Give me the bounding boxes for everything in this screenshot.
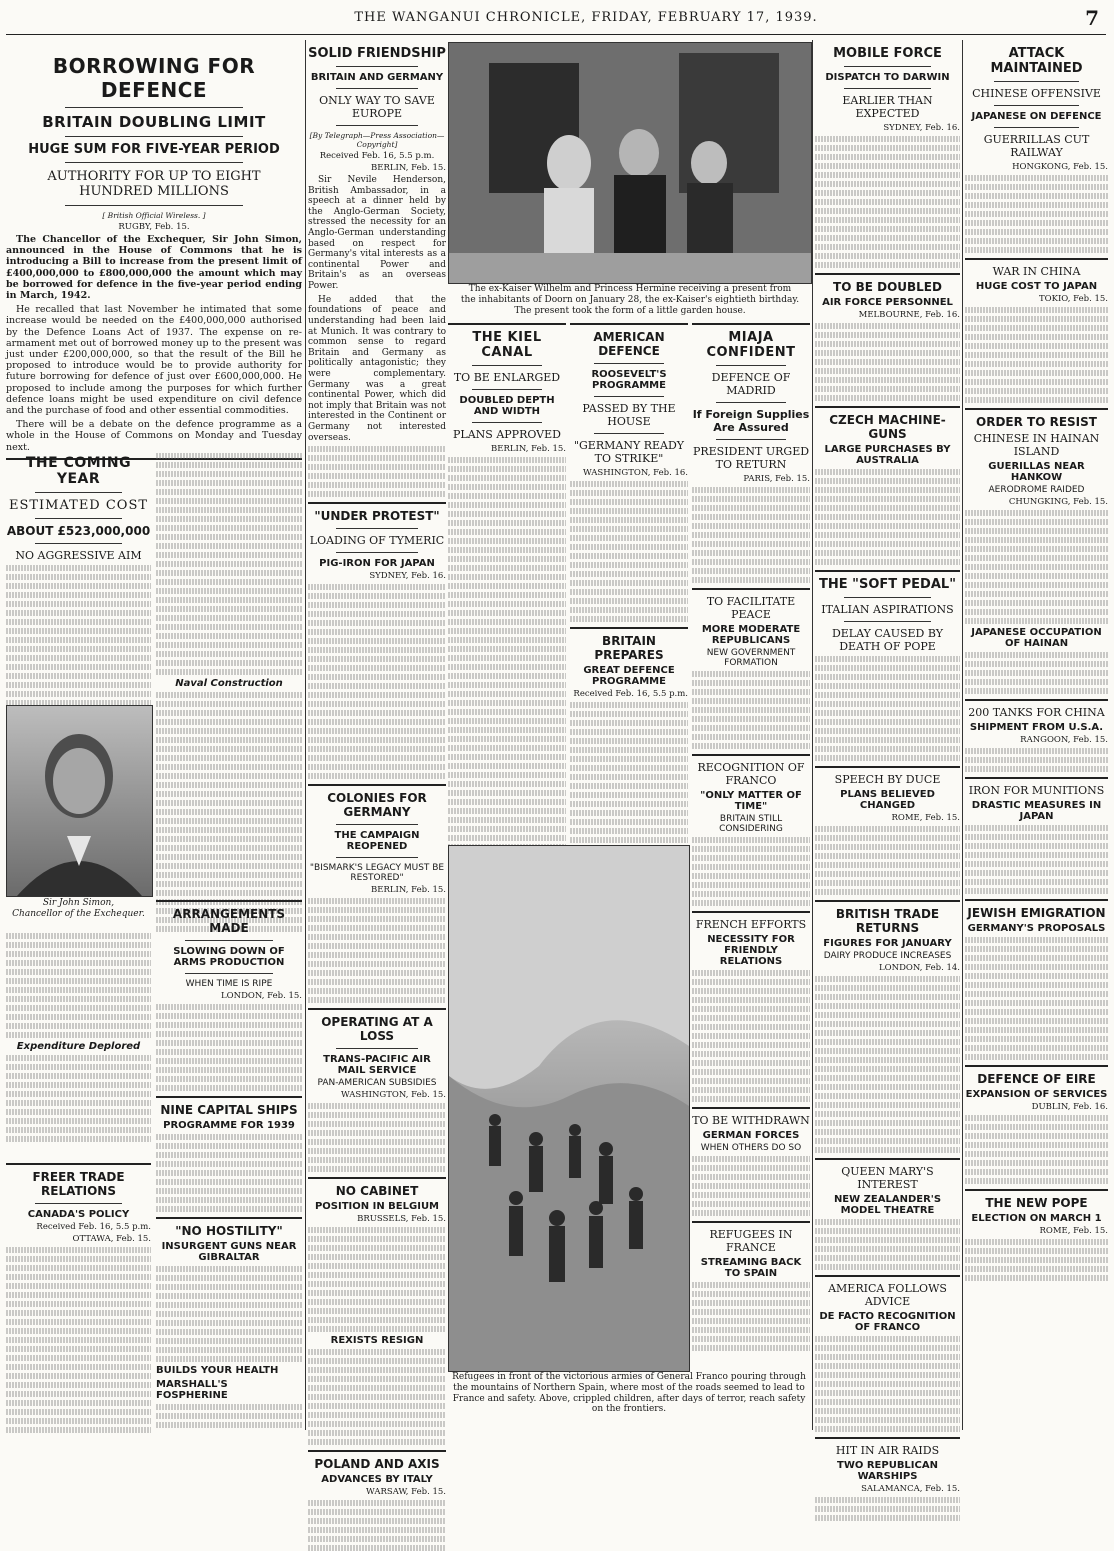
portrait-caption bbox=[6, 898, 151, 920]
heading-recognition: RECOGNITION OF FRANCO bbox=[697, 761, 805, 787]
column-miaja bbox=[692, 318, 810, 1428]
arrangements-block bbox=[156, 895, 302, 1431]
coming-year-continued bbox=[156, 450, 302, 935]
heading-hit-air-raids: HIT IN AIR RAIDS bbox=[835, 1444, 940, 1457]
refugees-photo-caption: Refugees in front of the victorious armies of General Franco pouring through the mountains of Northern Spain, where most of the roads seemed to lead to France and safety. Above, crippled children, after days of terror, reach safety on the frontiers. bbox=[452, 1372, 806, 1415]
dateline: WARSAW, Feb. 15. bbox=[366, 1487, 446, 1498]
heading-kiel: THE KIEL CANAL bbox=[472, 330, 542, 360]
sub-huge-cost: HUGE COST TO JAPAN bbox=[975, 281, 1098, 292]
sub-germany-proposals: GERMANY'S PROPOSALS bbox=[967, 923, 1106, 934]
heading-britain-prepares: BRITAIN PREPARES bbox=[594, 634, 664, 662]
freer-trade-block bbox=[6, 1158, 151, 1436]
solid-body bbox=[308, 175, 446, 443]
heading-freer-trade: FREER TRADE RELATIONS bbox=[32, 1170, 125, 1198]
dateline: BRUSSELS, Feb. 15. bbox=[357, 1214, 446, 1225]
heading-solid-friendship: SOLID FRIENDSHIP bbox=[308, 46, 446, 61]
column-attack bbox=[965, 40, 1108, 1430]
column-mobile-force bbox=[815, 40, 960, 1494]
dateline: HONGKONG, Feb. 15. bbox=[1012, 162, 1108, 172]
sub-roosevelt: ROOSEVELT'S PROGRAMME bbox=[591, 369, 667, 391]
sub-two-warships: TWO REPUBLICAN WARSHIPS bbox=[837, 1460, 938, 1482]
kaiser-photo-caption: The ex-Kaiser Wilhelm and Princess Hermine receiving a present from the inhabitants of Doorn on January 28, the ex-Kaiser's eightieth birthday. The present took the form of a little garden house. bbox=[460, 284, 800, 316]
sub-estimated-cost: ESTIMATED COST bbox=[8, 498, 149, 513]
sub-programme-1939: PROGRAMME FOR 1939 bbox=[163, 1120, 295, 1131]
refugees-photo bbox=[448, 845, 690, 1372]
sub-pig-iron: PIG-IRON FOR JAPAN bbox=[319, 558, 435, 570]
sub-guerillas-hankow: GUERILLAS NEAR HANKOW bbox=[988, 461, 1085, 483]
masthead-title: THE WANGANUI CHRONICLE, FRIDAY, FEBRUARY 17, 1939. bbox=[354, 10, 818, 25]
sub-loading: LOADING OF TYMERIC bbox=[309, 534, 445, 548]
heading-nine-capital: NINE CAPITAL SHIPS bbox=[160, 1103, 298, 1117]
heading-soft-pedal: THE "SOFT PEDAL" bbox=[819, 577, 956, 592]
heading-colonies: COLONIES FOR GERMANY bbox=[327, 791, 427, 820]
solid-para: He added that the foundations of peace and understanding had been laid at Munich. It was contrary to common sense to regard Britain and Germany as politically antagonistic; they were complementary. Germany was a great continental Power, which did not imply that Britain was not interested in the Continent or Germany not interested overseas. bbox=[308, 294, 446, 443]
heading-french-efforts: FRENCH EFFORTS bbox=[695, 918, 807, 931]
sub-election: ELECTION ON MARCH 1 bbox=[971, 1213, 1102, 1224]
sub-panam: PAN-AMERICAN SUBSIDIES bbox=[317, 1078, 437, 1089]
ad-marshall: MARSHALL'S FOSPHERINE bbox=[156, 1379, 228, 1401]
heading-queen-mary: QUEEN MARY'S INTEREST bbox=[841, 1165, 934, 1191]
dateline: SYDNEY, Feb. 16. bbox=[883, 123, 960, 133]
col1-body-lower bbox=[6, 930, 151, 1145]
sub-enlarged: TO BE ENLARGED bbox=[453, 371, 561, 384]
dateline: WASHINGTON, Feb. 16. bbox=[582, 468, 688, 478]
heading-withdrawn: TO BE WITHDRAWN bbox=[692, 1114, 810, 1127]
sub-campaign: THE CAMPAIGN REOPENED bbox=[334, 830, 420, 853]
heading-czech: CZECH MACHINE-GUNS bbox=[829, 413, 946, 441]
column-rule bbox=[812, 40, 813, 1430]
sub-great-defence: GREAT DEFENCE PROGRAMME bbox=[583, 665, 675, 687]
dateline: LONDON, Feb. 14. bbox=[879, 963, 960, 973]
sub-de-facto: DE FACTO RECOGNITION OF FRANCO bbox=[819, 1311, 956, 1333]
dateline: OTTAWA, Feb. 15. bbox=[72, 1234, 151, 1244]
sub-insurgent-guns: INSURGENT GUNS NEAR GIBRALTAR bbox=[161, 1241, 297, 1263]
sub-streaming: STREAMING BACK TO SPAIN bbox=[700, 1257, 802, 1279]
sub-president-urged: PRESIDENT URGED TO RETURN bbox=[692, 445, 810, 471]
sub-passed: PASSED BY THE HOUSE bbox=[582, 402, 676, 428]
sub-expenditure: Expenditure Deplored bbox=[16, 1041, 141, 1052]
dateline: SYDNEY, Feb. 16. bbox=[369, 571, 446, 582]
coming-year-block bbox=[6, 455, 151, 736]
portrait-photo bbox=[6, 705, 153, 897]
dateline: PARIS, Feb. 15. bbox=[743, 474, 810, 484]
sub-rexists: REXISTS RESIGN bbox=[330, 1335, 424, 1347]
dateline: TOKIO, Feb. 15. bbox=[1038, 294, 1108, 304]
sub-large-purchases: LARGE PURCHASES BY AUSTRALIA bbox=[824, 444, 951, 466]
sub-aerodrome: AERODROME RAIDED bbox=[988, 485, 1085, 495]
sub-doubled: DOUBLED DEPTH AND WIDTH bbox=[459, 395, 555, 417]
heading-speech-duce: SPEECH BY DUCE bbox=[834, 773, 941, 786]
dateline: CHUNGKING, Feb. 15. bbox=[1008, 497, 1108, 507]
sub-japanese-defence: JAPANESE ON DEFENCE bbox=[971, 111, 1102, 122]
credit-line: [By Telegraph—Press Association—Copyright] bbox=[309, 131, 445, 149]
sub-about-amount: ABOUT £523,000,000 bbox=[6, 524, 151, 538]
sub-drastic: DRASTIC MEASURES IN JAPAN bbox=[971, 800, 1102, 822]
sub-bismarck: "BISMARK'S LEGACY MUST BE RESTORED" bbox=[309, 863, 445, 884]
sub-defence-madrid: DEFENCE OF MADRID bbox=[711, 371, 791, 397]
heading-refugees: REFUGEES IN FRANCE bbox=[709, 1228, 793, 1254]
sub-jap-occupation: JAPANESE OCCUPATION OF HAINAN bbox=[971, 627, 1102, 649]
heading-no-hostility: "NO HOSTILITY" bbox=[175, 1224, 283, 1238]
heading-miaja: MIAJA CONFIDENT bbox=[706, 330, 796, 360]
sub-earlier: EARLIER THAN EXPECTED bbox=[842, 94, 933, 120]
dateline: LONDON, Feb. 15. bbox=[221, 991, 302, 1001]
dateline: ROME, Feb. 15. bbox=[1039, 1226, 1108, 1236]
heading-coming-year: THE COMING YEAR bbox=[25, 455, 132, 487]
dateline: DUBLIN, Feb. 16. bbox=[1031, 1102, 1108, 1112]
dateline: RUGBY, Feb. 15. bbox=[118, 222, 190, 232]
heading-war-china: WAR IN CHINA bbox=[992, 265, 1081, 278]
sub-model-theatre: NEW ZEALANDER'S MODEL THEATRE bbox=[833, 1194, 942, 1216]
sub-shipment: SHIPMENT FROM U.S.A. bbox=[969, 722, 1104, 733]
sub-guerrillas-cut: GUERRILLAS CUT RAILWAY bbox=[983, 133, 1090, 159]
heading-to-be-doubled: TO BE DOUBLED bbox=[833, 280, 942, 294]
lead-column bbox=[6, 40, 302, 1430]
masthead bbox=[6, 4, 1106, 35]
sub-britain-germany: BRITAIN AND GERMANY bbox=[310, 72, 444, 83]
sub-only-matter: "ONLY MATTER OF TIME" bbox=[700, 790, 802, 812]
sub-hainan: CHINESE IN HAINAN ISLAND bbox=[973, 432, 1100, 458]
sub-when-others: WHEN OTHERS DO SO bbox=[700, 1143, 802, 1153]
sub-no-aggressive: NO AGGRESSIVE AIM bbox=[15, 549, 142, 562]
solid-para: Sir Nevile Henderson, British Ambassador, in a speech at a dinner held by the Anglo-German Society, stressed the necessity for an Anglo-German understanding based on respect for Germany's vital interests as a continental Power and Britain's as an overseas Power. bbox=[308, 175, 446, 292]
heading-mobile-force: MOBILE FORCE bbox=[833, 46, 942, 61]
dateline: RANGOON, Feb. 15. bbox=[1020, 735, 1108, 745]
sub-figures: FIGURES FOR JANUARY bbox=[823, 938, 952, 949]
sub-air-force: AIR FORCE PERSONNEL bbox=[822, 297, 953, 308]
sub-plans-approved: PLANS APPROVED bbox=[453, 428, 561, 441]
page-number: 7 bbox=[1085, 6, 1100, 30]
sub-slowing: SLOWING DOWN OF ARMS PRODUCTION bbox=[173, 946, 285, 968]
ad-builds-health: BUILDS YOUR HEALTH bbox=[156, 1365, 279, 1376]
kaiser-photo bbox=[448, 42, 812, 284]
sub-britain-still: BRITAIN STILL CONSIDERING bbox=[719, 814, 783, 834]
sub-only-way: ONLY WAY TO SAVE EUROPE bbox=[319, 94, 435, 120]
dateline: BERLIN, Feb. 15. bbox=[371, 163, 446, 173]
lead-para: He recalled that last November he intimated that some increase would be needed on the £400,000,000 authorised by the Defence Loans Act of 1937. The expense on re-armament met out of borrowed money up to the present was just under £200,000,000, so that the result of the Bill he proposed to introduce would be to provide authority for future borrowing for defence of just over £600,000,000. He proposed to include among the purposes for which further defence loans might be used expenditure on civil defence and the purchase of food and other essential commodities. bbox=[6, 304, 302, 417]
credit-line: [ British Official Wireless. ] bbox=[102, 211, 206, 220]
heading-operating-loss: OPERATING AT A LOSS bbox=[321, 1015, 433, 1044]
heading-jewish: JEWISH EMIGRATION bbox=[967, 906, 1106, 920]
portrait-role: Chancellor of the Exchequer. bbox=[12, 908, 145, 919]
heading-order-resist: ORDER TO RESIST bbox=[976, 415, 1097, 429]
heading-tanks: 200 TANKS FOR CHINA bbox=[968, 706, 1105, 719]
sub-if-foreign: If Foreign Supplies Are Assured bbox=[692, 408, 810, 434]
column-solid-friendship bbox=[308, 40, 446, 1498]
heading-no-cabinet: NO CABINET bbox=[335, 1184, 419, 1199]
heading-trade-returns: BRITISH TRADE RETURNS bbox=[835, 907, 940, 935]
dateline: SALAMANCA, Feb. 15. bbox=[861, 1484, 960, 1494]
sub-huge-sum: HUGE SUM FOR FIVE-YEAR PERIOD bbox=[28, 142, 280, 157]
dateline: MELBOURNE, Feb. 16. bbox=[858, 310, 960, 320]
heading-poland-axis: POLAND AND AXIS bbox=[314, 1457, 440, 1472]
dateline: Received Feb. 16, 5.5 p.m. bbox=[573, 689, 688, 699]
sub-delay: DELAY CAUSED BY DEATH OF POPE bbox=[831, 627, 944, 653]
lead-body bbox=[6, 234, 302, 453]
column-american-defence bbox=[570, 318, 688, 838]
headline-borrowing: BORROWING FOR DEFENCE bbox=[52, 54, 256, 102]
heading-new-pope: THE NEW POPE bbox=[985, 1196, 1088, 1210]
dateline: ROME, Feb. 15. bbox=[891, 813, 960, 823]
lead-para: There will be a debate on the defence programme as a whole in the House of Commons on Monday and Tuesday next. bbox=[6, 419, 302, 453]
dateline: BERLIN, Feb. 15. bbox=[371, 885, 446, 896]
heading-iron: IRON FOR MUNITIONS bbox=[968, 784, 1105, 797]
sub-dairy: DAIRY PRODUCE INCREASES bbox=[823, 951, 952, 961]
dateline: WASHINGTON, Feb. 15. bbox=[340, 1090, 446, 1101]
sub-britain-doubling: BRITAIN DOUBLING LIMIT bbox=[42, 113, 266, 131]
lead-para: The Chancellor of the Exchequer, Sir John Simon, announced in the House of Commons that he is introducing a Bill to increase from the present limit of £400,000,000 to £800,000,000 the amount which may be borrowed for defence in the five-year period ending in March, 1942. bbox=[6, 234, 302, 302]
sub-necessity: NECESSITY FOR FRIENDLY RELATIONS bbox=[707, 934, 795, 967]
column-rule bbox=[305, 40, 306, 1430]
heading-facilitate: TO FACILITATE PEACE bbox=[706, 595, 796, 621]
sub-german-forces: GERMAN FORCES bbox=[702, 1130, 800, 1141]
dateline: BERLIN, Feb. 15. bbox=[491, 444, 566, 454]
sub-naval-construction: Naval Construction bbox=[175, 678, 283, 689]
sub-canada: CANADA'S POLICY bbox=[27, 1209, 130, 1220]
sub-trans-pacific: TRANS-PACIFIC AIR MAIL SERVICE bbox=[323, 1054, 431, 1077]
heading-eire: DEFENCE OF EIRE bbox=[977, 1072, 1096, 1086]
heading-attack: ATTACK MAINTAINED bbox=[990, 46, 1083, 76]
sub-germany-ready: "GERMANY READY TO STRIKE" bbox=[573, 439, 685, 465]
dateline: Received Feb. 16, 5.5 p.m. bbox=[319, 151, 435, 161]
sub-position-belgium: POSITION IN BELGIUM bbox=[314, 1201, 440, 1213]
sub-moderate: MORE MODERATE REPUBLICANS bbox=[701, 624, 801, 646]
sub-new-gov: NEW GOVERNMENT FORMATION bbox=[706, 648, 796, 668]
sub-chinese-offensive: CHINESE OFFENSIVE bbox=[972, 87, 1101, 100]
sub-dispatch: DISPATCH TO DARWIN bbox=[825, 72, 950, 83]
sub-advances: ADVANCES BY ITALY bbox=[321, 1474, 433, 1486]
heading-arrangements: ARRANGEMENTS MADE bbox=[172, 907, 286, 935]
dateline: Received Feb. 16, 5.5 p.m. bbox=[36, 1222, 151, 1232]
column-rule bbox=[962, 40, 963, 1430]
heading-american-defence: AMERICAN DEFENCE bbox=[593, 330, 665, 358]
sub-authority: AUTHORITY FOR UP TO EIGHT HUNDRED MILLIONS bbox=[47, 169, 261, 199]
sub-expansion: EXPANSION OF SERVICES bbox=[965, 1089, 1108, 1100]
heading-america-follows: AMERICA FOLLOWS ADVICE bbox=[828, 1282, 947, 1308]
sub-italian: ITALIAN ASPIRATIONS bbox=[821, 603, 954, 616]
sub-when-time: WHEN TIME IS RIPE bbox=[185, 979, 273, 989]
portrait-name: Sir John Simon, bbox=[42, 898, 115, 908]
heading-under-protest: "UNDER PROTEST" bbox=[314, 509, 440, 524]
sub-plans-changed: PLANS BELIEVED CHANGED bbox=[840, 789, 935, 811]
